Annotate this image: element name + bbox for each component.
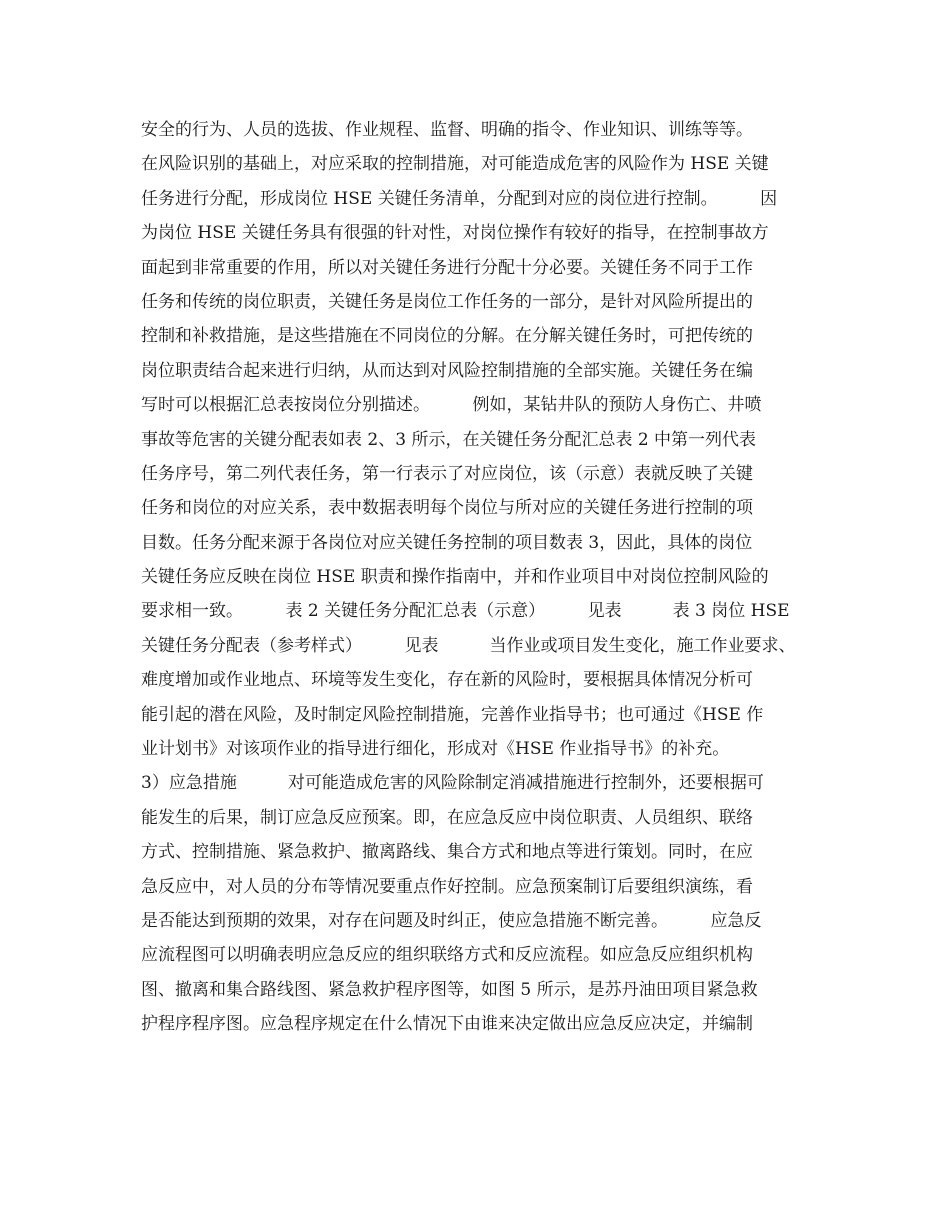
text-line: 在风险识别的基础上，对应采取的控制措施，对可能造成危害的风险作为 HSE 关键 (141, 154, 769, 175)
text-line: 关键任务应反映在岗位 HSE 职责和操作指南中，并和作业项目中对岗位控制风险的 (141, 567, 769, 588)
text-line: 为岗位 HSE 关键任务具有很强的针对性，对岗位操作有较好的指导，在控制事故方 (141, 223, 769, 244)
text-line: 岗位职责结合起来进行归纳，从而达到对风险控制措施的全部实施。关键任务在编 (141, 360, 753, 381)
text-line: 能引起的潜在风险，及时制定风险控制措施，完善作业指导书；也可通过《HSE 作 (141, 704, 764, 725)
text-line: 关键任务分配表（参考样式） 见表 当作业或项目发生变化，施工作业要求、 (141, 635, 796, 656)
text-line: 任务进行分配，形成岗位 HSE 关键任务清单，分配到对应的岗位进行控制。 因 (141, 188, 778, 209)
text-line: 难度增加或作业地点、环境等发生变化，存在新的风险时，要根据具体情况分析可 (141, 670, 753, 691)
text-line: 面起到非常重要的作用，所以对关键任务进行分配十分必要。关键任务不同于工作 (141, 257, 753, 278)
text-line: 事故等危害的关键分配表如表 2、3 所示，在关键任务分配汇总表 2 中第一列代表 (141, 429, 757, 450)
text-line: 能发生的后果，制订应急反应预案。即，在应急反应中岗位职责、人员组织、联络 (141, 807, 753, 828)
text-line: 控制和补救措施，是这些措施在不同岗位的分解。在分解关键任务时，可把传统的 (141, 326, 753, 347)
text-line: 写时可以根据汇总表按岗位分别描述。 例如，某钻井队的预防人身伤亡、井喷 (141, 395, 762, 416)
text-line: 图、撤离和集合路线图、紧急救护程序图等，如图 5 所示，是苏丹油田项目紧急救 (141, 979, 758, 1000)
text-line: 急反应中，对人员的分布等情况要重点作好控制。应急预案制订后要组织演练，看 (141, 876, 753, 897)
text-line: 安全的行为、人员的选拔、作业规程、监督、明确的指令、作业知识、训练等等。 (141, 120, 753, 140)
text-line: 任务和岗位的对应关系，表中数据表明每个岗位与所对应的关键任务进行控制的项 (141, 498, 753, 519)
text-line: 业计划书》对该项作业的指导进行细化，形成对《HSE 作业指导书》的补充。 (141, 739, 730, 760)
text-line: 3）应急措施 对可能造成危害的风险除制定消减措施进行控制外，还要根据可 (141, 773, 764, 794)
text-line: 方式、控制措施、紧急救护、撤离路线、集合方式和地点等进行策划。同时，在应 (141, 842, 753, 863)
text-line: 应流程图可以明确表明应急反应的组织联络方式和反应流程。如应急反应组织机构 (141, 945, 753, 966)
text-line: 任务和传统的岗位职责，关键任务是岗位工作任务的一部分，是针对风险所提出的 (141, 291, 753, 312)
text-line: 任务序号，第二列代表任务，第一行表示了对应岗位，该（示意）表就反映了关键 (141, 463, 753, 484)
text-line: 是否能达到预期的效果，对存在问题及时纠正，使应急措施不断完善。 应急反 (141, 910, 762, 931)
body-text (141, 113, 831, 1042)
text-line: 目数。任务分配来源于各岗位对应关键任务控制的项目数表 3，因此，具体的岗位 (141, 532, 753, 553)
text-line: 要求相一致。 表 2 关键任务分配汇总表（示意） 见表 表 3 岗位 HSE (141, 601, 790, 622)
text-line: 护程序程序图。应急程序规定在什么情况下由谁来决定做出应急反应决定，并编制 (141, 1014, 753, 1035)
